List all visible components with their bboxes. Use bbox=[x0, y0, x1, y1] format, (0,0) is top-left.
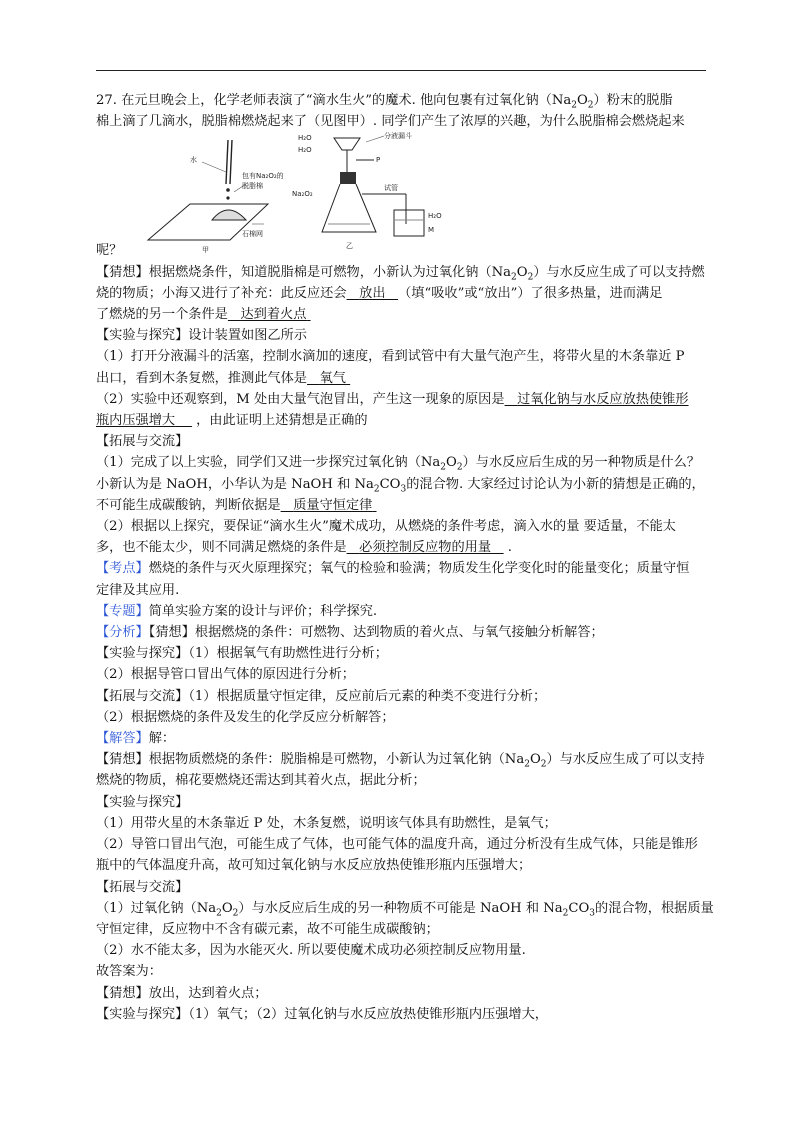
answer-blank: 瓶内压强增大 bbox=[96, 413, 176, 429]
fig-caption-jia: 甲 bbox=[202, 246, 209, 255]
fig-label-cotton: 脱脂棉 bbox=[242, 182, 263, 191]
ext-line-4: （2）根据以上探究，要保证“滴水生火”魔术成功，从燃烧的条件考虑，滴入水的量 要适量，不能太 bbox=[96, 519, 676, 535]
question-stem-line-3: 呢？ bbox=[96, 243, 123, 259]
guess-line-1: 【猜想】根据燃烧条件，知道脱脂棉是可燃物，小新认为过氧化钠$(Na_2O_2)$与水反应生成了可以支持燃 bbox=[96, 264, 705, 283]
ext-line-1: （1）完成了以上实验，同学们又进一步探究过氧化钠$(Na_2O_2)$与水反应后生成的另一种物质是什么？ bbox=[96, 455, 700, 474]
jieda-line-9: 守恒定律，反应物中不含有碳元素，故不可能生成碳酸钠； bbox=[96, 921, 439, 937]
answer-line-2: 【实验与探究】（1）氧气；（2）过氧化钠与水反应放热使锥形瓶内压强增大， bbox=[96, 1006, 548, 1022]
svg-text:H₂O: H₂O bbox=[298, 134, 312, 143]
ext-head: 【拓展与交流】 bbox=[96, 434, 189, 450]
tag-fenxi: 【分析】 bbox=[96, 625, 149, 641]
fenxi-line: 【分析】【猜想】根据燃烧的条件：可燃物、达到物质的着火点、与氧气接触分析解答； bbox=[96, 625, 604, 641]
jieda-line-2: 燃烧的物质，棉花要燃烧还需达到其着火点，据此分析； bbox=[96, 773, 426, 789]
answer-blank: 达到着火点 bbox=[240, 307, 307, 323]
jieda-line-5: （2）导管口冒出气泡，可能生成了气体，也可能气体的温度升高，通过分析没有生成气体，只能是锥形 bbox=[96, 837, 698, 853]
answer-blank: 必须控制反应物的用量 bbox=[359, 540, 492, 556]
tag-zhuanti: 【专题】 bbox=[96, 603, 149, 619]
exp-line-4: 瓶内压强增大 ，由此证明上述猜想是正确的 bbox=[96, 413, 368, 429]
exp-line-1: （1）打开分液漏斗的活塞，控制水滴加的速度，看到试管中有大量气泡产生，将带火星的木条靠近 P bbox=[96, 349, 685, 365]
answer-head: 故答案为： bbox=[96, 964, 162, 980]
kaodian-line-2: 定律及其应用. bbox=[96, 582, 180, 598]
exp-line-3: （2）实验中还观察到，M 处由大量气泡冒出，产生这一现象的原因是 过氧化钠与水反应放热使锥形 bbox=[96, 391, 689, 407]
answer-line-1: 【猜想】放出，达到着火点； bbox=[96, 985, 268, 1001]
svg-text:H₂O: H₂O bbox=[428, 212, 442, 221]
tag-kaodian: 【考点】 bbox=[96, 561, 149, 577]
answer-blank: 过氧化钠与水反应放热使锥形 bbox=[517, 391, 689, 407]
fig-caption-yi: 乙 bbox=[346, 242, 353, 251]
exp-line-2: 出口，看到木条复燃，推测此气体是 氧气 bbox=[96, 368, 708, 389]
tag-jieda: 【解答】 bbox=[96, 731, 149, 747]
question-stem-line-2: 棉上滴了几滴水，脱脂棉燃烧起来了（见图甲）. 同学们产生了浓厚的兴趣，为什么脱脂棉会燃烧起来 bbox=[96, 114, 685, 130]
figures bbox=[140, 132, 708, 255]
ext-line-2: 小新认为是 NaOH，小华认为是 NaOH 和 $Na_2CO_3$的混合物. 大家经过讨论认为小新的猜想是正确的， bbox=[96, 476, 705, 495]
jieda-line-6: 瓶中的气体温度升高，故可知过氧化钠与水反应放热使锥形瓶内压强增大； bbox=[96, 858, 532, 874]
ext-line-3: 不可能生成碳酸钠，判断依据是 质量守恒定律 bbox=[96, 495, 708, 516]
svg-text:Na₂O₂: Na₂O₂ bbox=[292, 190, 313, 199]
fig-label-water: 水 bbox=[190, 156, 197, 165]
document-body bbox=[96, 90, 714, 1025]
guess-line-2: 烧的物质；小海又进行了补充：此反应还会 放出 （填“吸收”或“放出”）了很多热量，进而满足 bbox=[96, 285, 663, 301]
svg-text:P: P bbox=[376, 156, 381, 165]
header-rule bbox=[96, 70, 706, 71]
svg-text:试管: 试管 bbox=[384, 184, 398, 193]
figure-jia bbox=[142, 132, 284, 255]
fenxi-line-4: 【拓展与交流】（1）根据质量守恒定律，反应前后元素的种类不变进行分析； bbox=[96, 688, 547, 704]
figure-yi bbox=[292, 132, 454, 251]
kaodian-line: 【考点】燃烧的条件与灭火原理探究；氧气的检验和验满；物质发生化学变化时的能量变化；质量守恒 bbox=[96, 561, 690, 577]
guess-line-3: 了燃烧的另一个条件是 达到着火点 bbox=[96, 304, 708, 325]
svg-text:M: M bbox=[428, 226, 435, 235]
jieda-line-7: 【拓展与交流】 bbox=[96, 879, 189, 895]
jieda-line-1: 【猜想】根据物质燃烧的条件：脱脂棉是可燃物，小新认为过氧化钠$(Na_2O_2)$与水反应生成了可以支持 bbox=[96, 752, 705, 770]
jieda-line-4: （1）用带火星的木条靠近 P 处，木条复燃，说明该气体具有助燃性，是氧气； bbox=[96, 815, 557, 831]
answer-blank: 氧气 bbox=[319, 370, 346, 386]
fig-label-gauze: 石棉网 bbox=[242, 230, 263, 239]
answer-blank: 质量守恒定律 bbox=[293, 497, 373, 513]
jieda-line-8: （1）过氧化钠$(Na_2O_2)$与水反应后生成的另一种物质不可能是 NaOH 和 $Na_2CO_3$的混合物，根据质量 bbox=[96, 900, 714, 919]
jieda-line-10: （2）水不能太多，因为水能灭火. 所以要使魔术成功必须控制反应物用量. bbox=[96, 943, 526, 959]
zhuanti-line: 【专题】简单实验方案的设计与评价；科学探究. bbox=[96, 603, 378, 619]
svg-text:H₂O: H₂O bbox=[298, 146, 312, 155]
fenxi-line-5: （2）根据燃烧的条件及发生的化学反应分析解答； bbox=[96, 709, 395, 725]
fenxi-line-2: 【实验与探究】（1）根据氧气有助燃性进行分析； bbox=[96, 646, 388, 662]
fig-label-wrap: 包有Na₂O₂的 bbox=[242, 172, 284, 181]
exp-head: 【实验与探究】设计装置如图乙所示 bbox=[96, 328, 307, 344]
svg-text:分液漏斗: 分液漏斗 bbox=[384, 132, 412, 141]
question-stem-line-1: 27. 在元旦晚会上，化学老师表演了“滴水生火”的魔术. 他向包裹有过氧化钠$(Na_2O_2)$粉末的脱脂 bbox=[96, 93, 673, 111]
jieda-line-3: 【实验与探究】 bbox=[96, 794, 189, 810]
answer-blank: 放出 bbox=[359, 285, 386, 301]
fenxi-line-3: （2）根据导管口冒出气体的原因进行分析； bbox=[96, 667, 355, 683]
jieda-line: 【解答】解： bbox=[96, 731, 176, 747]
ext-line-5: 多，也不能太少，则不同满足燃烧的条件是 必须控制反应物的用量 . bbox=[96, 540, 512, 556]
